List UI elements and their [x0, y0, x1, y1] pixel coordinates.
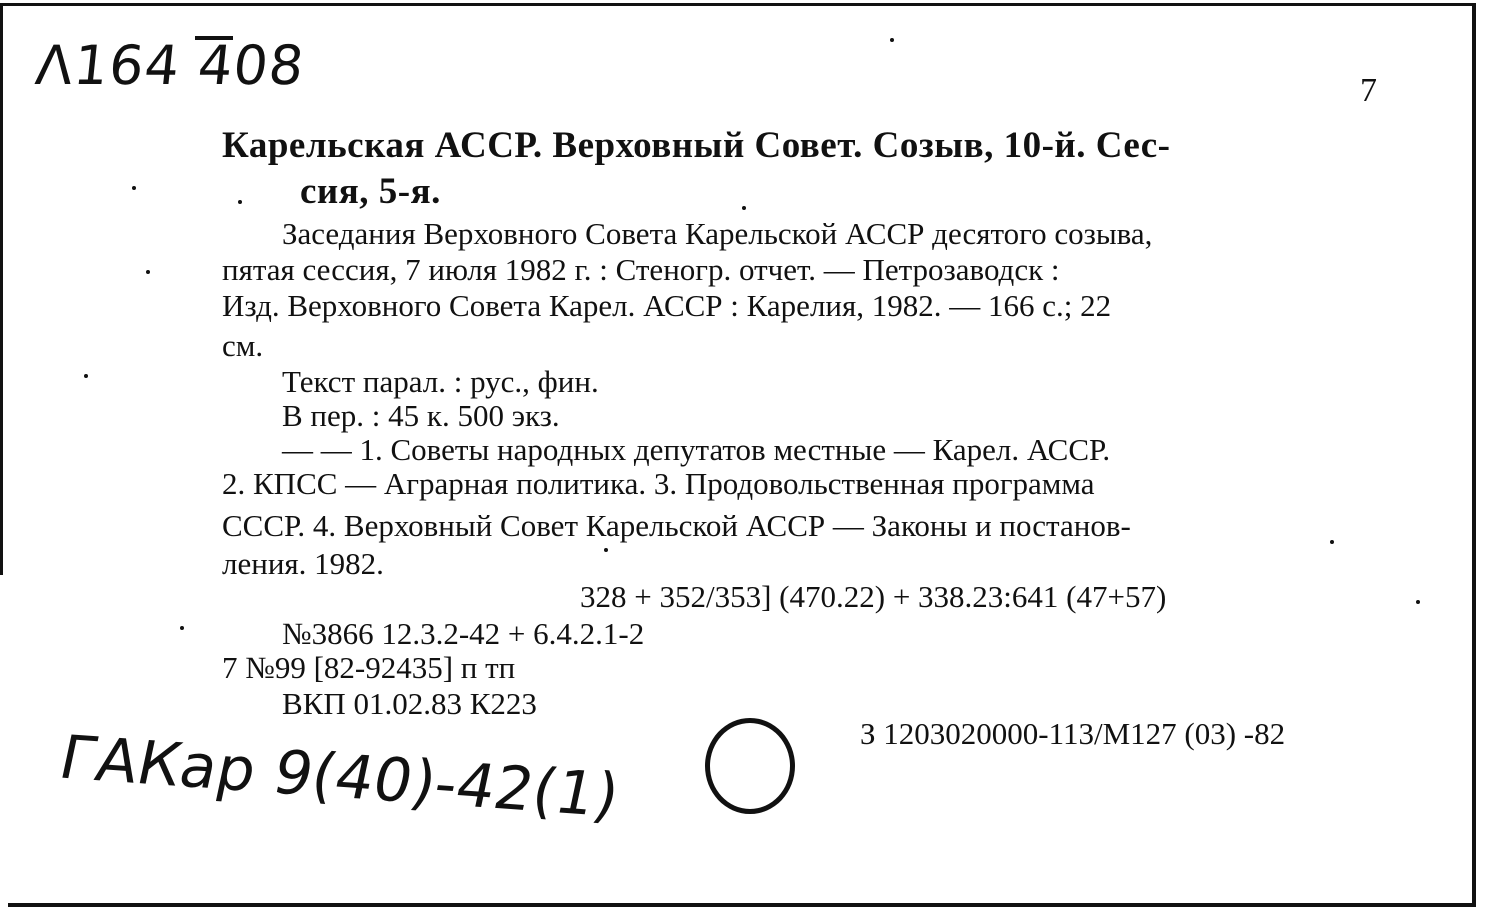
- speck: [742, 206, 746, 210]
- classification-index: 328 + 352/353] (470.22) + 338.23:641 (47+57): [580, 579, 1167, 614]
- body-line: пятая сессия, 7 июля 1982 г. : Стеногр. отчет. — Петрозаводск :: [222, 252, 1060, 287]
- body-line: Заседания Верховного Совета Карельской АССР десятого созыва,: [282, 216, 1153, 251]
- code-line: ВКП 01.02.83 К223: [282, 686, 537, 721]
- speck: [1416, 600, 1420, 604]
- heading-line-2: сия, 5-я.: [300, 171, 441, 212]
- speck: [146, 270, 150, 274]
- speck: [84, 374, 88, 378]
- handwritten-shelf-mark: Λ164 408: [32, 34, 308, 97]
- page-number: 7: [1360, 72, 1377, 109]
- speck: [1330, 540, 1334, 544]
- stamp-circle: [705, 718, 795, 814]
- body-line: ления. 1982.: [222, 546, 384, 581]
- body-line: см.: [222, 328, 264, 363]
- body-line: Изд. Верховного Совета Карел. АССР : Карелия, 1982. — 166 с.; 22: [222, 288, 1112, 323]
- speck: [604, 548, 608, 552]
- code-line: 7 №99 [82-92435] п тп: [222, 650, 516, 685]
- handwritten-overline: [195, 36, 233, 40]
- card-edge-gap: [0, 575, 8, 915]
- speck: [132, 186, 136, 190]
- body-line: — — 1. Советы народных депутатов местные — Карел. АССР.: [282, 432, 1111, 467]
- handwritten-archive-mark: ГАКар 9(40)-42(1): [53, 722, 626, 832]
- body-line: Текст парал. : рус., фин.: [282, 364, 599, 399]
- heading-line-1: Карельская АССР. Верховный Совет. Созыв, 10-й. Сес-: [222, 125, 1171, 166]
- speck: [890, 38, 894, 42]
- speck: [238, 200, 242, 204]
- body-line: СССР. 4. Верховный Совет Карельской АССР — Законы и постанов-: [222, 508, 1131, 543]
- code-line: №3866 12.3.2-42 + 6.4.2.1-2: [282, 616, 645, 651]
- body-line: В пер. : 45 к. 500 экз.: [282, 398, 560, 433]
- speck: [180, 626, 184, 630]
- catalog-code: З 1203020000-113/М127 (03) -82: [860, 716, 1286, 751]
- body-line: 2. КПСС — Аграрная политика. 3. Продовольственная программа: [222, 466, 1095, 501]
